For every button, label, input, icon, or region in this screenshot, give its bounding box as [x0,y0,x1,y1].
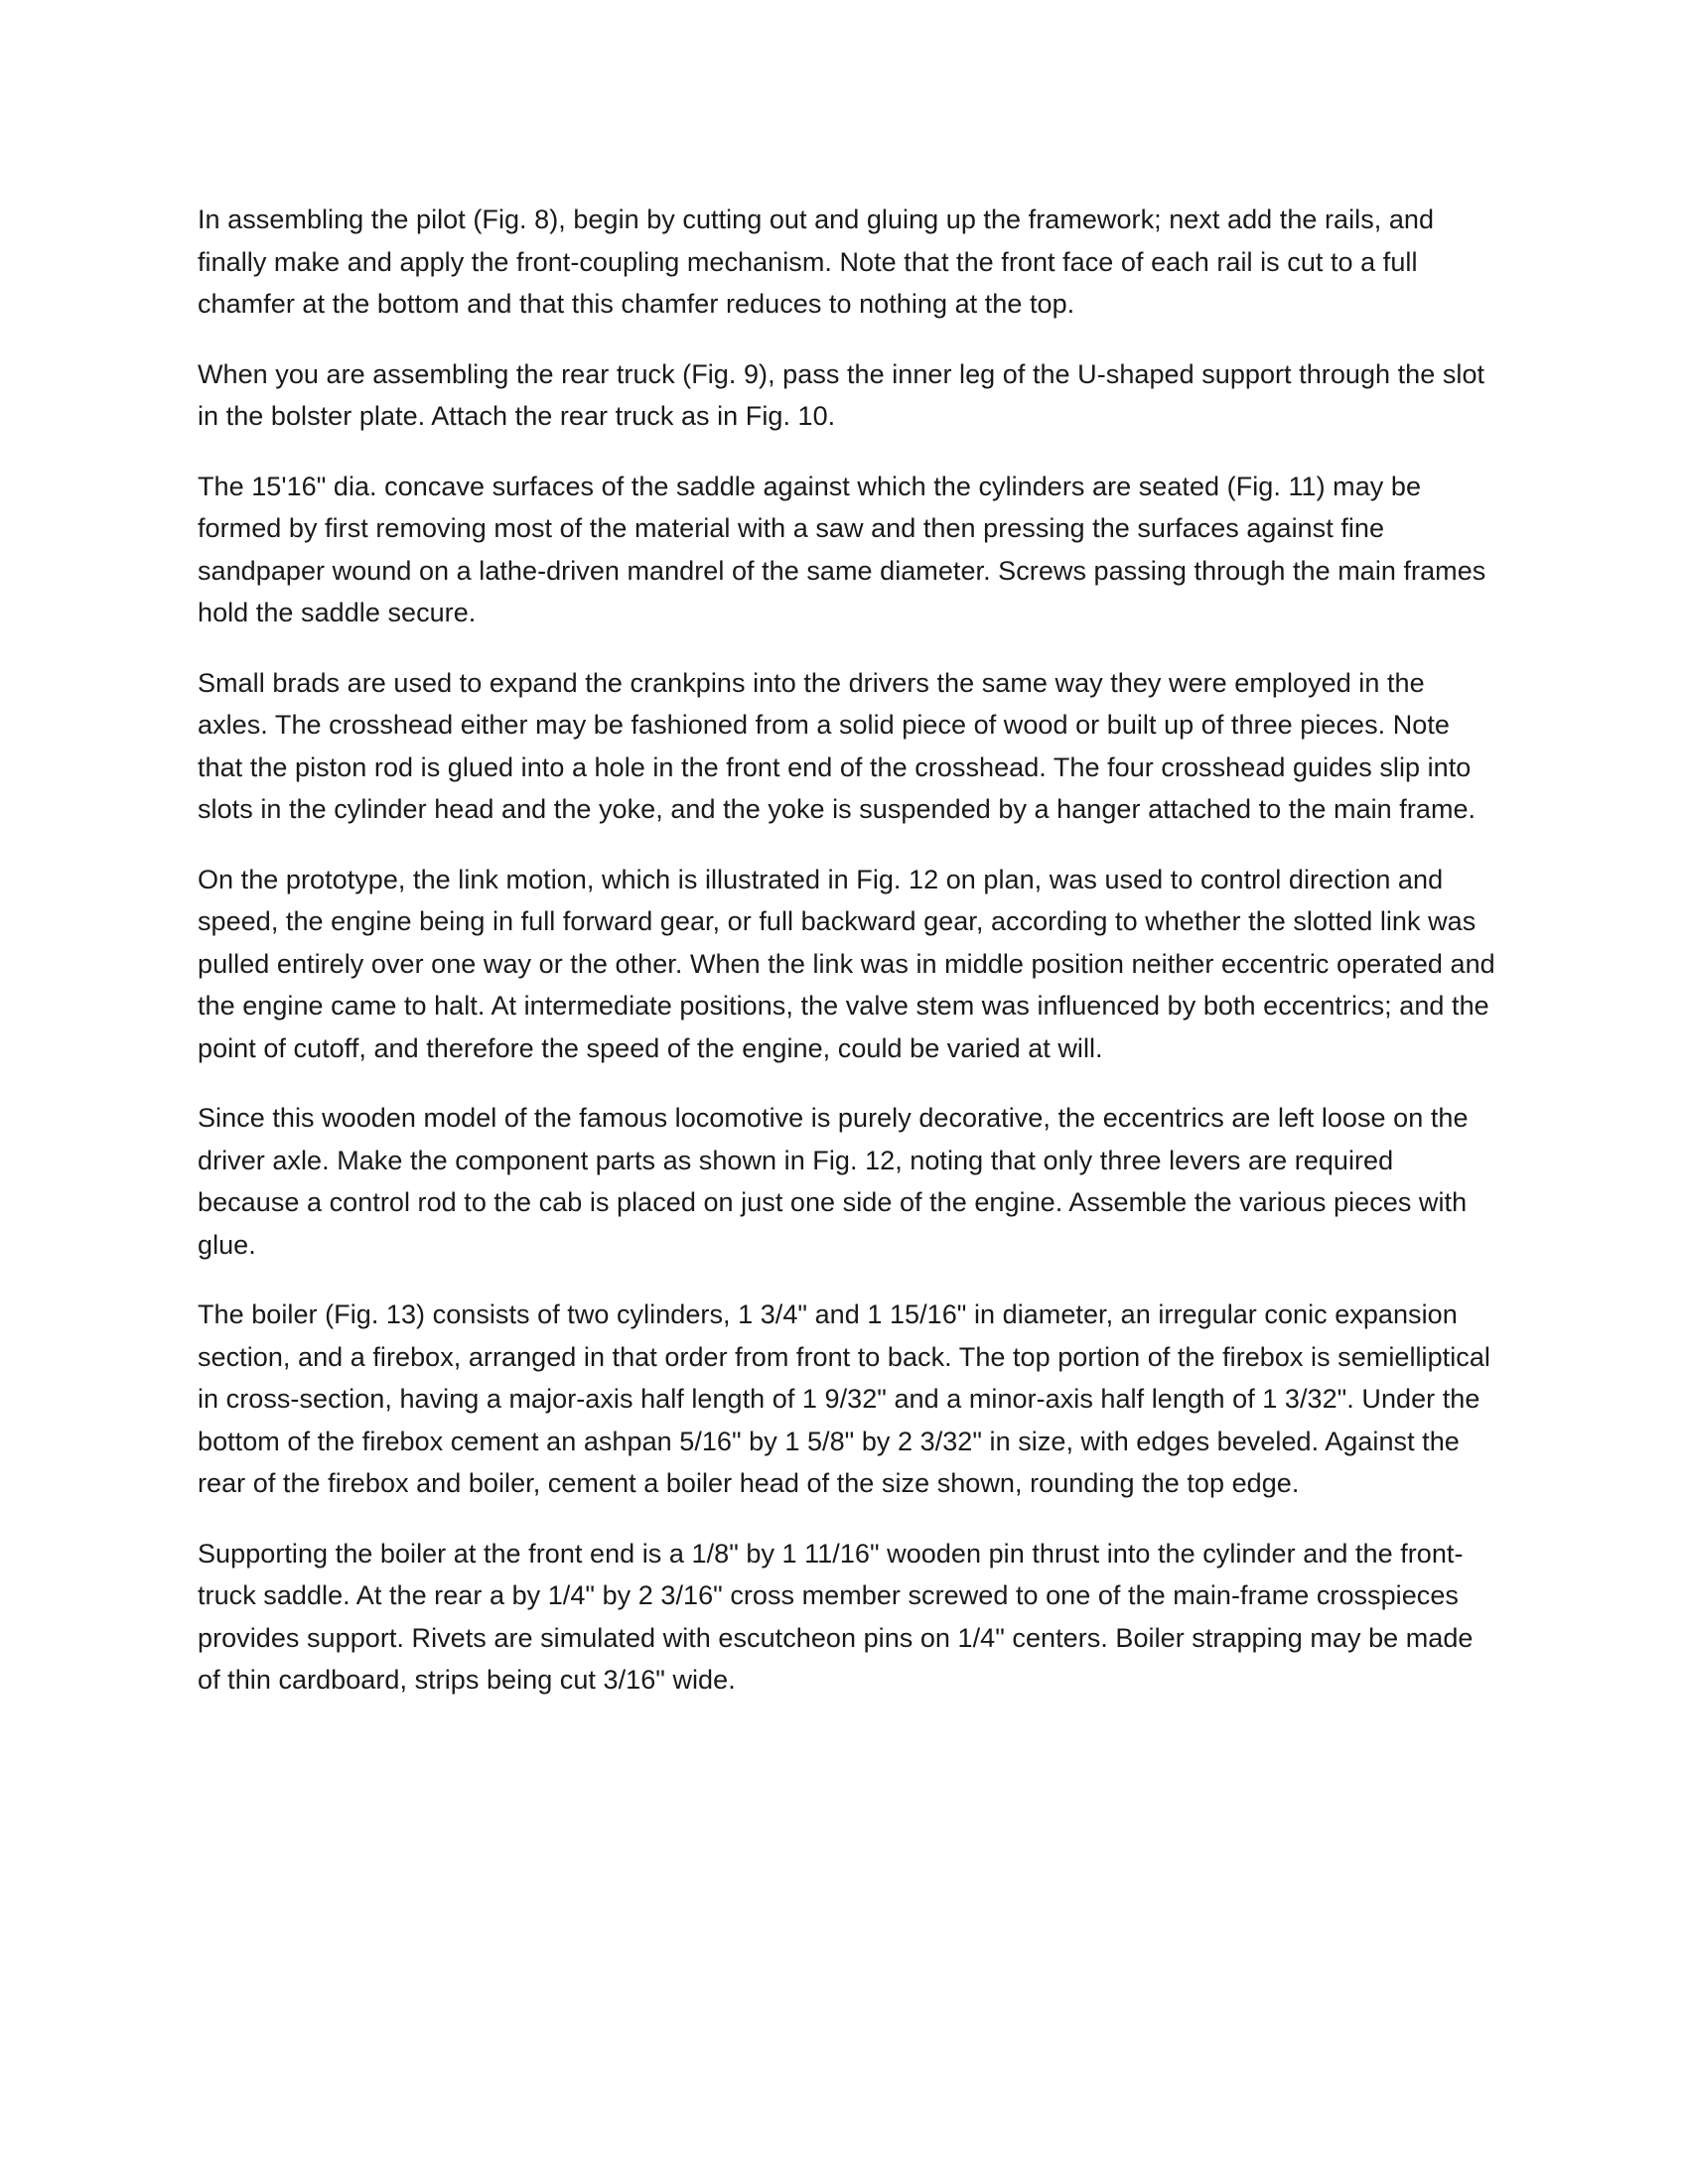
paragraph-saddle: The 15'16" dia. concave surfaces of the saddle against which the cylinders are seated (Fig. 11) may be formed by first removing most of the material with a saw and then pressing the surfaces against fine sandpaper wound on a lathe-driven mandrel of the same diameter. Screws passing through the main frames hold the saddle secure. [198,471,1486,627]
paragraph-boiler-support: Supporting the boiler at the front end is a 1/8" by 1 11/16" wooden pin thrust into the cylinder and the front-truck saddle. At the rear a by 1/4" by 2 3/16" cross member screwed to one of the main-frame crosspieces provides support. Rivets are simulated with escutcheon pins on 1/4" centers. Boiler strapping may be made of thin cardboard, strips being cut 3/16" wide. [198,1538,1474,1695]
paragraph-pilot-assembly: In assembling the pilot (Fig. 8), begin by cutting out and gluing up the framework; next add the rails, and finally make and apply the front-coupling mechanism. Note that the front face of each rail is cut to a full chamfer at the bottom and that this chamfer reduces to nothing at the top. [198,205,1435,319]
paragraph-rear-truck: When you are assembling the rear truck (Fig. 9), pass the inner leg of the U-shaped support through the slot in the bolster plate. Attach the rear truck as in Fig. 10. [198,358,1485,431]
paragraph-eccentrics: Since this wooden model of the famous locomotive is purely decorative, the eccentrics are left loose on the driver axle. Make the component parts as shown in Fig. 12, noting that only three levers are required because a control rod to the cab is placed on just one side of the engine. Assemble the various pieces with glue. [198,1103,1469,1260]
paragraph-link-motion: On the prototype, the link motion, which is illustrated in Fig. 12 on plan, was used to control direction and speed, the engine being in full forward gear, or full backward gear, according to whether the slotted link was pulled entirely over one way or the other. When the link was in middle position neither eccentric operated and the engine came to halt. At intermediate positions, the valve stem was influenced by both eccentrics; and the point of cutoff, and therefore the speed of the engine, could be varied at will. [198,864,1495,1063]
document-body [198,199,1498,1729]
paragraph-crankpins-crosshead: Small brads are used to expand the crankpins into the drivers the same way they were employed in the axles. The crosshead either may be fashioned from a solid piece of wood or built up of three pieces. Note that the piston rod is glued into a hole in the front end of the crosshead. The four crosshead guides slip into slots in the cylinder head and the yoke, and the yoke is suspended by a hanger attached to the main frame. [198,667,1477,824]
paragraph-boiler: The boiler (Fig. 13) consists of two cylinders, 1 3/4" and 1 15/16" in diameter, an irregular conic expansion section, and a firebox, arranged in that order from front to back. The top portion of the firebox is semielliptical in cross-section, having a major-axis half length of 1 9/32" and a minor-axis half length of 1 3/32". Under the bottom of the firebox cement an ashpan 5/16" by 1 5/8" by 2 3/32" in size, with edges beveled. Against the rear of the firebox and boiler, cement a boiler head of the size shown, rounding the top edge. [198,1299,1490,1498]
